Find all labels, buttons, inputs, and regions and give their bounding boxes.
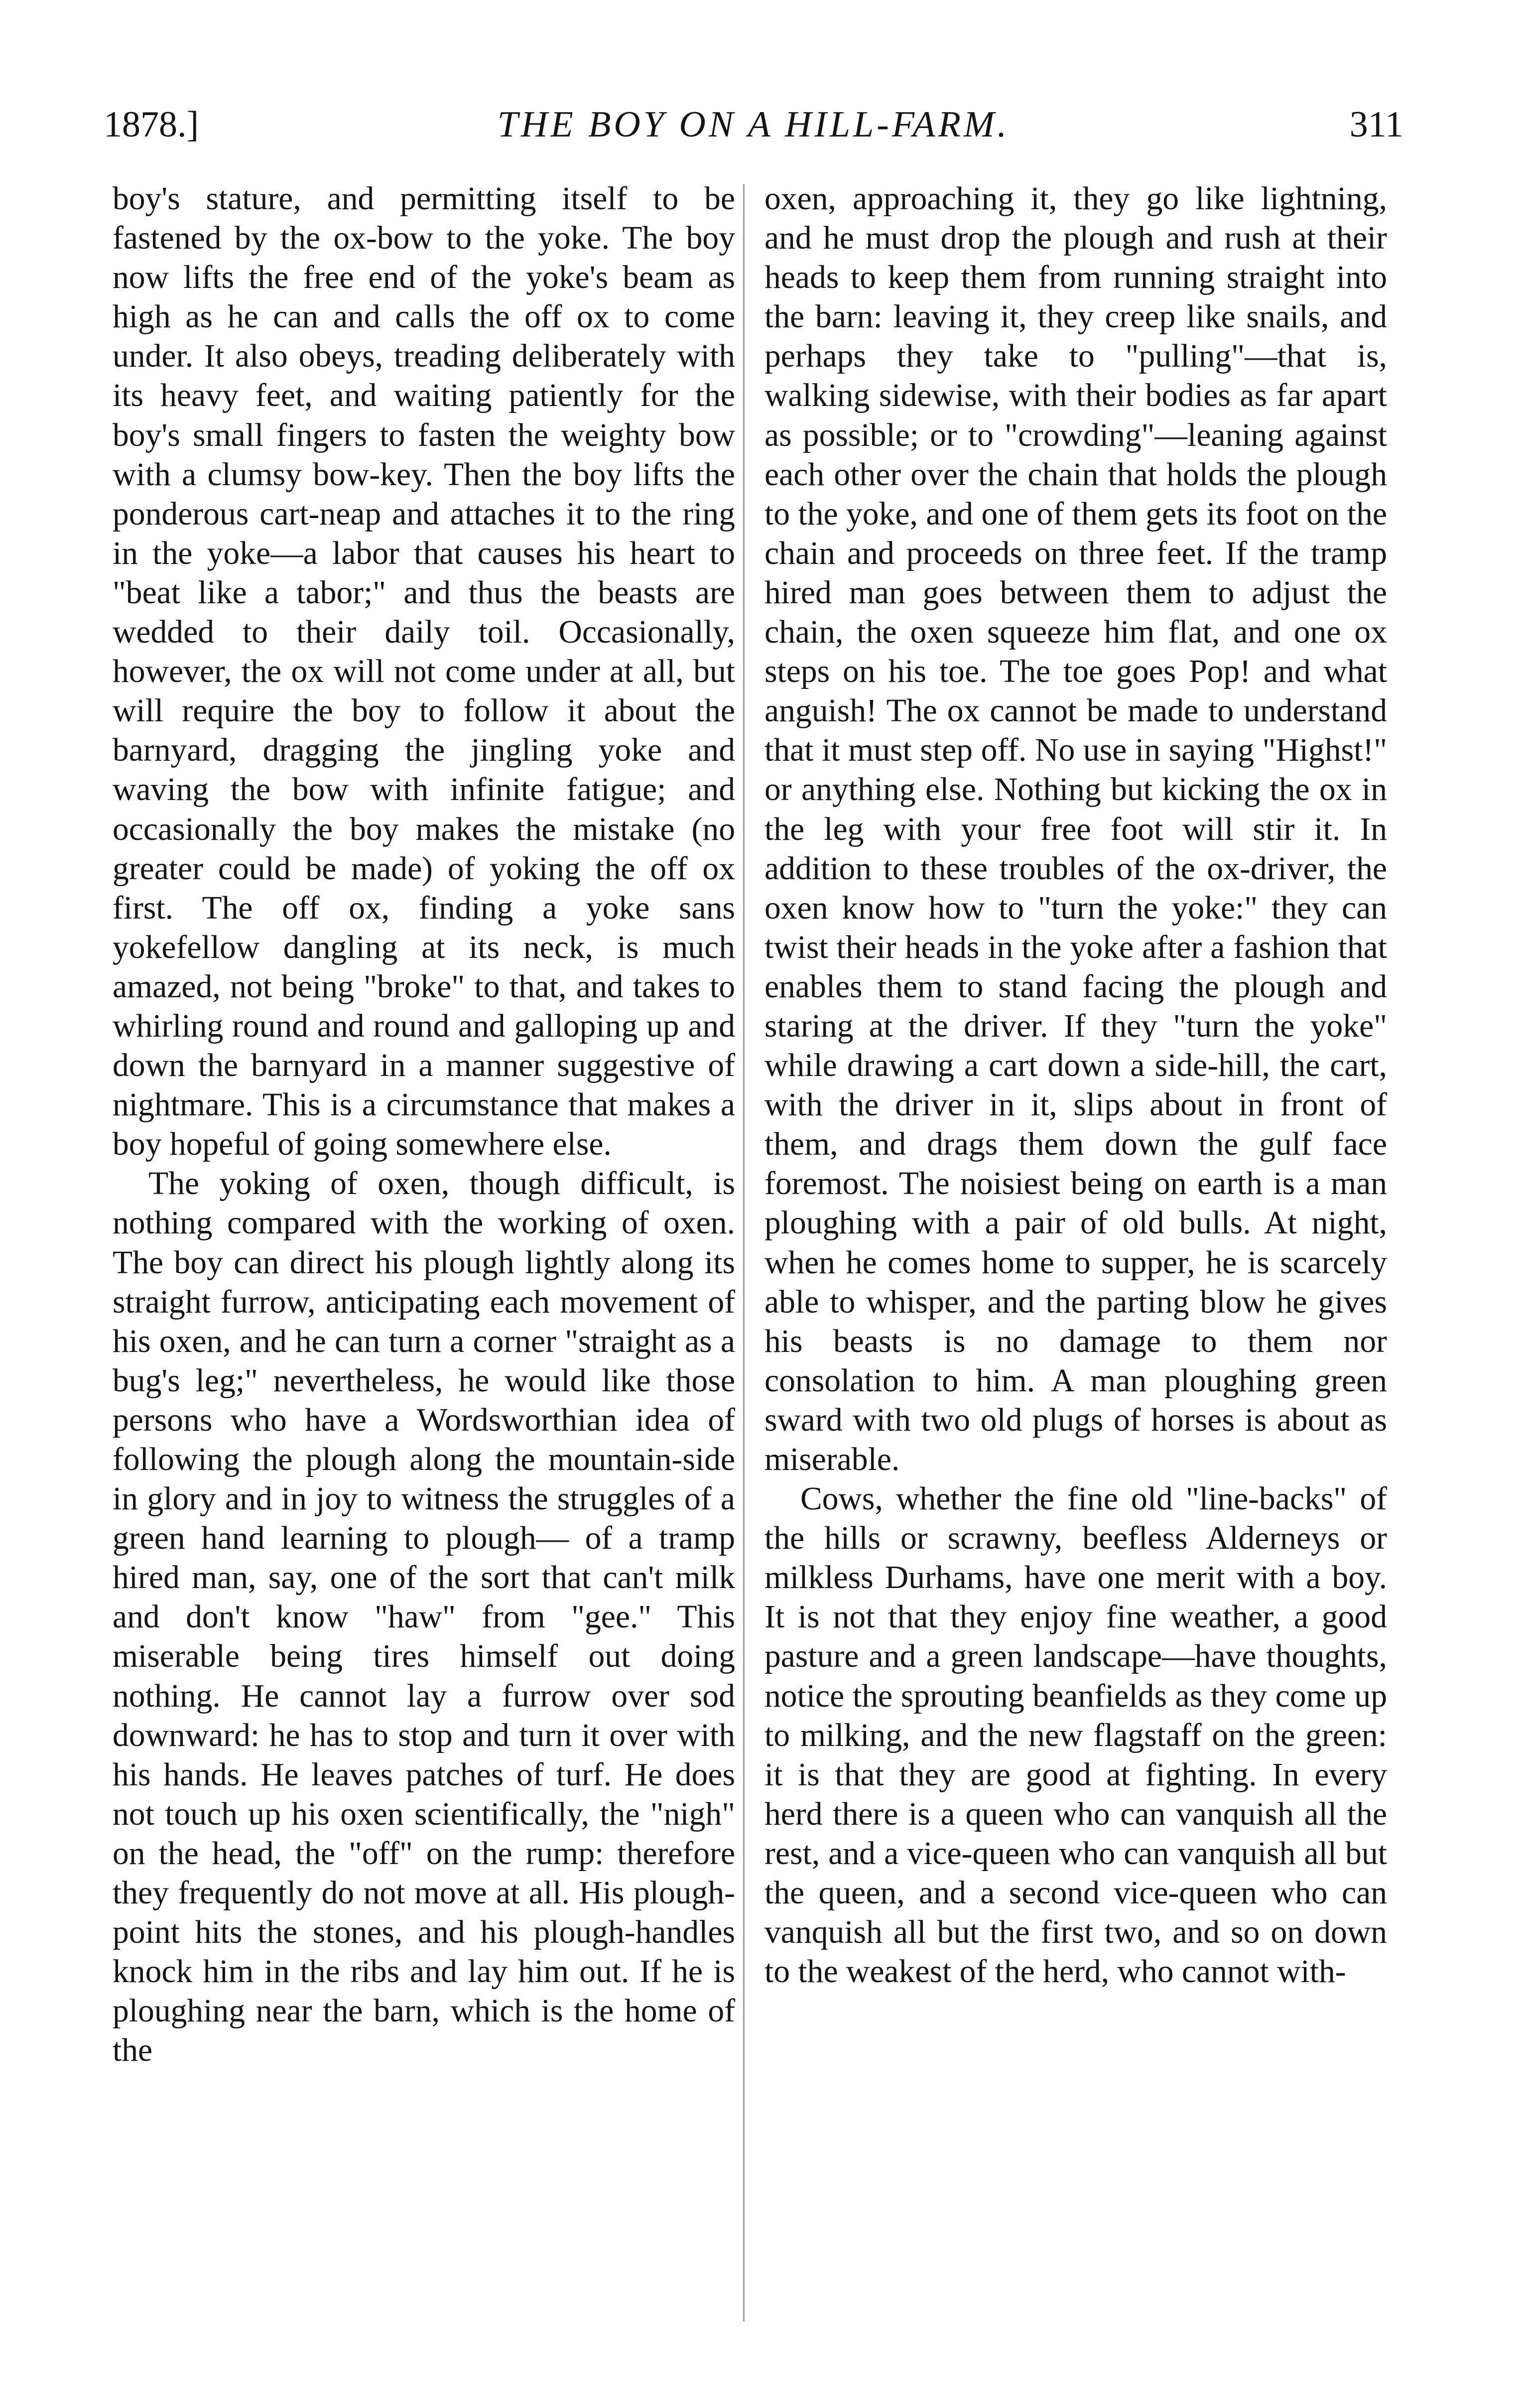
paragraph: boy's stature, and permitting itself to be fastened by the ox-bow to the yoke. The boy now lifts the free end of the yoke's beam as high as he can and calls the off ox to come under. It also obeys, treading deliberately with its heavy feet, and waiting patiently for the boy's small fingers to fasten the weighty bow with a clumsy bow-key. Then the boy lifts the ponderous cart-neap and attaches it to the ring in the yoke—a labor that causes his heart to "beat like a tabor;" and thus the beasts are wedded to their daily toil. Occasionally, however, the ox will not come under at all, but will require the boy to follow it about the barnyard, dragging the jingling yoke and waving the bow with infinite fatigue; and occasionally the boy makes the mistake (no greater could be made) of yoking the off ox first. The off ox, finding a yoke sans yokefellow dangling at its neck, is much amazed, not being "broke" to that, and takes to whirling round and round and galloping up and down the barnyard in a manner suggestive of nightmare. This is a circumstance that makes a boy hopeful of going somewhere else.	[113, 181, 735, 1163]
right-column	[764, 179, 1387, 2331]
paragraph: The yoking of oxen, though difficult, is nothing compared with the working of oxen. The boy can direct his plough lightly along its straight furrow, anticipating each movement of his oxen, and he can turn a corner "straight as a bug's leg;" nevertheless, he would like those persons who have a Wordsworthian idea of following the plough along the mountain-side in glory and in joy to witness the struggles of a green hand learning to plough— of a tramp hired man, say, one of the sort that can't milk and don't know "haw" from "gee." This miserable being tires himself out doing nothing. He cannot lay a furrow over sod downward: he has to stop and turn it over with his hands. He leaves patches of turf. He does not touch up his oxen scientifically, the "nigh" on the head, the "off" on the rump: therefore they frequently do not move at all. His plough-point hits the stones, and his plough-handles knock him in the ribs and lay him out. If he is ploughing near the barn, which is the home of the	[113, 1166, 735, 2069]
page-number: 311	[1349, 104, 1403, 145]
header-year: 1878.]	[104, 104, 199, 145]
paragraph: oxen, approaching it, they go like lightning, and he must drop the plough and rush at their heads to keep them from running straight into the barn: leaving it, they creep like snails, and perhaps they take to "pulling"—that is, walking sidewise, with their bodies as far apart as possible; or to "crowding"—leaning against each other over the chain that holds the plough to the yoke, and one of them gets its foot on the chain and proceeds on three feet. If the tramp hired man goes between them to adjust the chain, the oxen squeeze him flat, and one ox steps on his toe. The toe goes Pop! and what anguish! The ox cannot be made to understand that it must step off. No use in saying "Highst!" or anything else. Nothing but kicking the ox in the leg with your free foot will stir it. In addition to these troubles of the ox-driver, the oxen know how to "turn the yoke:" they can twist their heads in the yoke after a fashion that enables them to stand facing the plough and staring at the driver. If they "turn the yoke" while drawing a cart down a side-hill, the cart, with the driver in it, slips about in front of them, and drags them down the gulf face foremost. The noisiest being on earth is a man ploughing with a pair of old bulls. At night, when he comes home to supper, he is scarcely able to whisper, and the parting blow he gives his beasts is no damage to them nor consolation to him. A man ploughing green sward with two old plugs of horses is about as miserable.	[764, 181, 1387, 1477]
paragraph: Cows, whether the fine old "line-backs" of the hills or scrawny, beefless Alderneys or milkless Durhams, have one merit with a boy. It is not that they enjoy fine weather, a good pasture and a green landscape—have thoughts, notice the sprouting beanfields as they come up to milking, and the new flagstaff on the green: it is that they are good at fighting. In every herd there is a queen who can vanquish all the rest, and a vice-queen who can vanquish all but the queen, and a second vice-queen who can vanquish all but the first two, and so on down to the weakest of the herd, who cannot with-	[764, 1481, 1387, 1990]
running-header	[104, 95, 1403, 154]
header-title: THE BOY ON A HILL-FARM.	[497, 104, 1010, 145]
left-column	[113, 179, 735, 2331]
column-rule	[743, 184, 745, 2321]
